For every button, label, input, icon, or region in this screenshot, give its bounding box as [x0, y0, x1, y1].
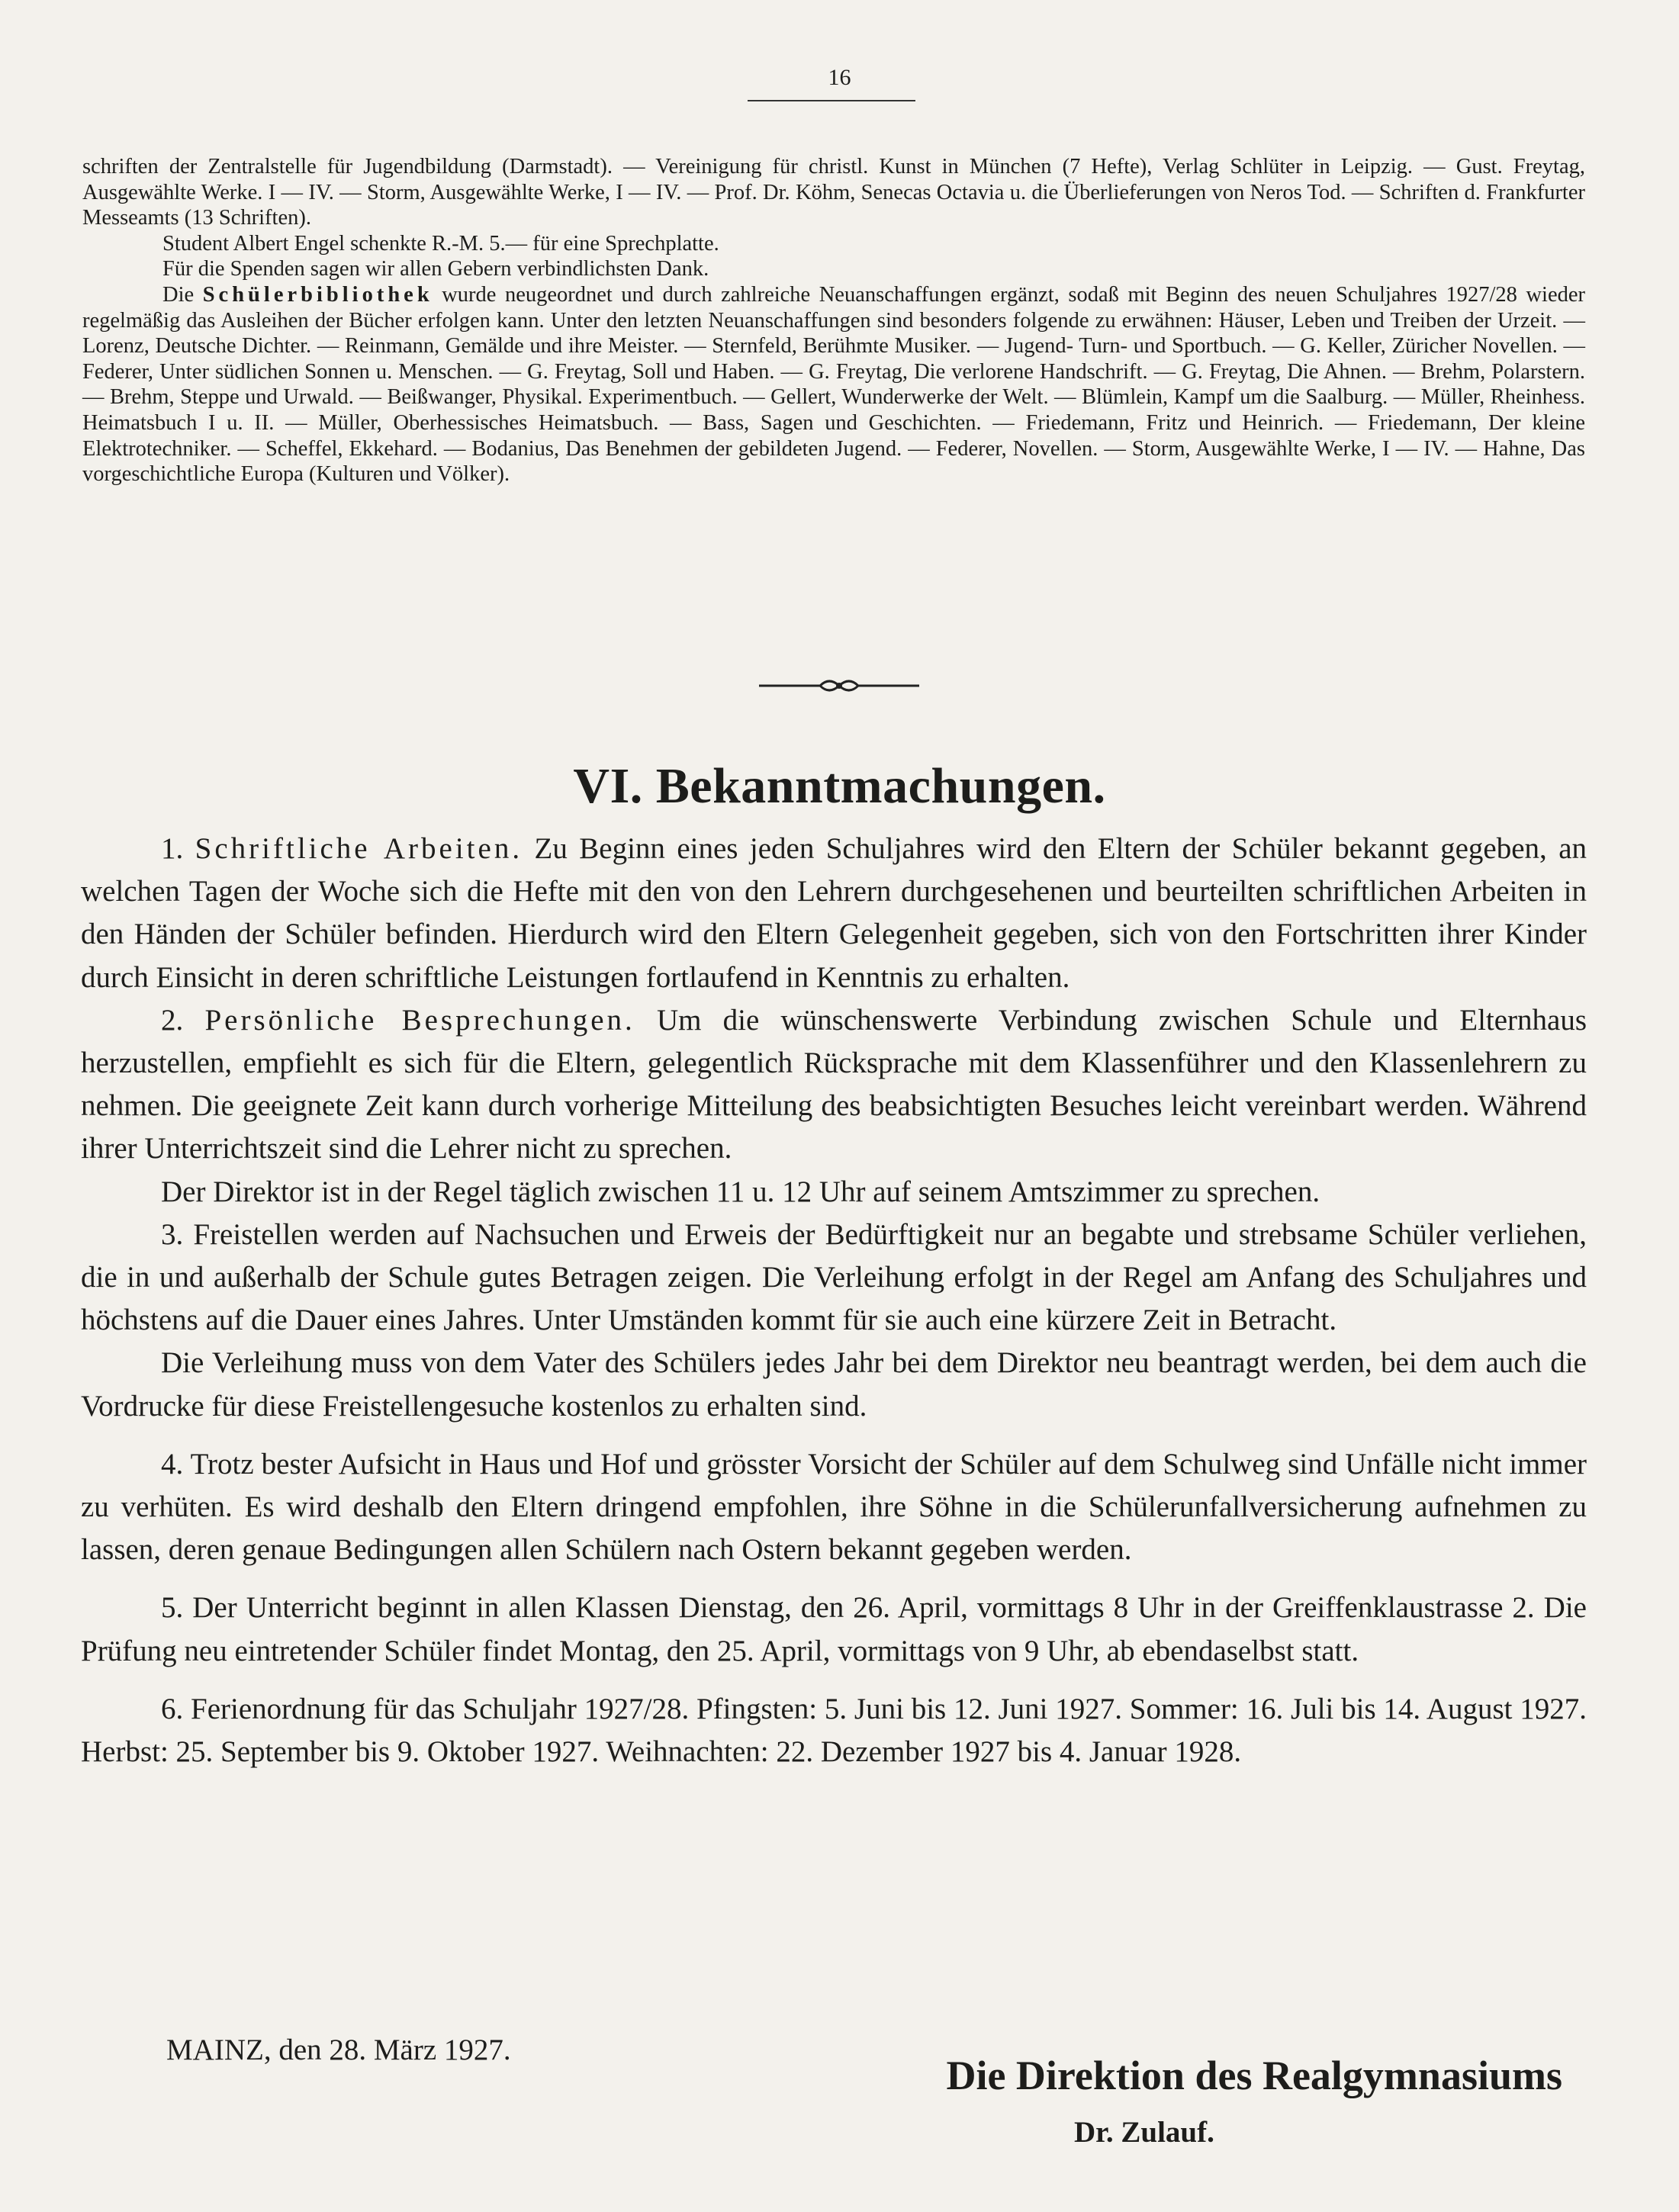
item-director-hours: Der Direktor ist in der Regel täglich zwischen 11 u. 12 Uhr auf seinem Amtszimmer zu sprechen.	[161, 1175, 1320, 1208]
announcements-block	[81, 828, 1587, 1773]
item-personal-meetings	[81, 999, 1587, 1171]
donation-engel: Student Albert Engel schenkte R.-M. 5.— für eine Sprechplatte.	[162, 231, 719, 256]
item-2-number: 2.	[161, 1003, 184, 1037]
place-date: MAINZ, den 28. März 1927.	[166, 2034, 511, 2066]
page-number: 16	[828, 65, 851, 90]
library-paragraph	[82, 282, 1585, 487]
ornament-divider	[759, 674, 919, 697]
item-holidays: 6. Ferienordnung für das Schuljahr 1927/28. Pfingsten: 5. Juni bis 12. Juni 1927. Sommer: 16. Juli bis 14. August 1927. Herbst: 25. September bis 9. Oktober 1927. Weihnachten: 22. Dezember 1927 bis 4. Januar 1928.	[81, 1692, 1587, 1769]
item-1-heading: Schriftliche Arbeiten.	[195, 832, 523, 865]
item-written-work	[81, 828, 1587, 999]
signoff	[82, 2029, 1588, 2181]
item-1-text: Zu Beginn eines jeden Schuljahres wird den Eltern der Schüler bekannt gegeben, an welchen Tagen der Woche sich die Hefte mit den von den Lehrern durchgesehenen und beurteilten schriftlichen Arbeiten in den Händen der Schüler befinden. Hierdurch wird den Eltern Gelegenheit gegeben, sich von den Fortschritten ihrer Kinder durch Einsicht in deren schriftliche Leistungen fortlaufend in Kenntnis zu erhalten.	[81, 832, 1587, 994]
item-free-places-note: Die Verleihung muss von dem Vater des Schülers jedes Jahr bei dem Direktor neu beantragt werden, bei dem auch die Vordrucke für diese Freistellengesuche kostenlos zu erhalten sind.	[81, 1346, 1587, 1423]
donation-thanks: Für die Spenden sagen wir allen Gebern verbindlichsten Dank.	[162, 257, 709, 281]
item-1-number: 1.	[161, 832, 184, 865]
top-text-block	[82, 154, 1585, 487]
item-2-heading: Persönliche Besprechungen.	[204, 1003, 635, 1037]
item-lessons-start: 5. Der Unterricht beginnt in allen Klassen Dienstag, den 26. April, vormittags 8 Uhr in der Greiffenklaustrasse 2. Die Prüfung neu eintretender Schüler findet Montag, den 25. April, vormittags von 9 Uhr, ab ebendaselbst statt.	[81, 1591, 1587, 1667]
library-lead: Die	[162, 282, 195, 307]
item-2-text: Um die wünschenswerte Verbindung zwischen Schule und Elternhaus herzustellen, empfiehlt es sich für die Eltern, gelegentlich Rücksprache mit dem Klassenführer und den Klassenlehrern zu nehmen. Die geeignete Zeit kann durch vorherige Mitteilung des beabsichtigten Besuches leicht vereinbart werden. Während ihrer Unterrichtszeit sind die Lehrer nicht zu sprechen.	[81, 1003, 1587, 1165]
item-free-places: 3. Freistellen werden auf Nachsuchen und Erweis der Bedürftigkeit nur an begabte und strebsame Schüler verliehen, die in und außerhalb der Schule gutes Betragen zeigen. Die Verleihung erfolgt in der Regel am Anfang des Schuljahres und höchstens auf die Dauer eines Jahres. Unter Umständen kommt für sie auch eine kürzere Zeit in Betracht.	[81, 1217, 1587, 1337]
item-accident-insurance: 4. Trotz bester Aufsicht in Haus und Hof und grösster Vorsicht der Schüler auf dem Schulweg sind Unfälle nicht immer zu verhüten. Es wird deshalb den Eltern dringend empfohlen, ihre Söhne in die Schülerunfallversicherung aufnehmen zu lassen, deren genaue Bedingungen allen Schülern nach Ostern bekannt gegeben werden.	[81, 1447, 1587, 1567]
signature: Dr. Zulauf.	[1074, 2116, 1214, 2149]
library-text: wurde neugeordnet und durch zahlreiche Neuanschaffungen ergänzt, sodaß mit Beginn des neuen Schuljahres 1927/28 wieder regelmäßig das Ausleihen der Bücher erfolgen kann. Unter den letzten Neuanschaffungen sind besonders folgende zu erwähnen: Häuser, Leben und Treiben der Urzeit. — Lorenz, Deutsche Dichter. — Reinmann, Gemälde und ihre Meister. — Sternfeld, Berühmte Musiker. — Jugend- Turn- und Sportbuch. — G. Keller, Züricher Novellen. — Federer, Unter südlichen Sonnen u. Menschen. — G. Freytag, Soll und Haben. — G. Freytag, Die verlorene Handschrift. — G. Freytag, Die Ahnen. — Brehm, Polarstern. — Brehm, Steppe und Urwald. — Beißwanger, Physikal. Experimentbuch. — Gellert, Wunderwerke der Welt. — Blümlein, Kampf um die Saalburg. — Müller, Rheinhess. Heimatsbuch I u. II. — Müller, Oberhessisches Heimatsbuch. — Bass, Sagen und Geschichten. — Friedemann, Fritz und Heinrich. — Friedemann, Der kleine Elektrotechniker. — Scheffel, Ekkehard. — Bodanius, Das Benehmen der gebildeten Jugend. — Federer, Novellen. — Storm, Ausgewählte Werke, I — IV. — Hahne, Das vorgeschichtliche Europa (Kulturen und Völker).	[82, 282, 1585, 487]
section-title: VI. Bekanntmachungen.	[573, 758, 1106, 814]
library-term: Schülerbibliothek	[202, 282, 433, 307]
issuing-authority: Die Direktion des Realgymnasiums	[946, 2053, 1562, 2098]
ornament-dot	[836, 683, 842, 689]
page-number-rule	[748, 100, 915, 101]
donation-list-continuation: schriften der Zentralstelle für Jugendbildung (Darmstadt). — Vereinigung für christl. Kunst in München (7 Hefte), Verlag Schlüter in Leipzig. — Gust. Freytag, Ausgewählte Werke. I — IV. — Storm, Ausgewählte Werke, I — IV. — Prof. Dr. Köhm, Senecas Octavia u. die Überlieferungen von Neros Tod. — Schriften d. Frankfurter Messeamts (13 Schriften).	[82, 155, 1585, 230]
